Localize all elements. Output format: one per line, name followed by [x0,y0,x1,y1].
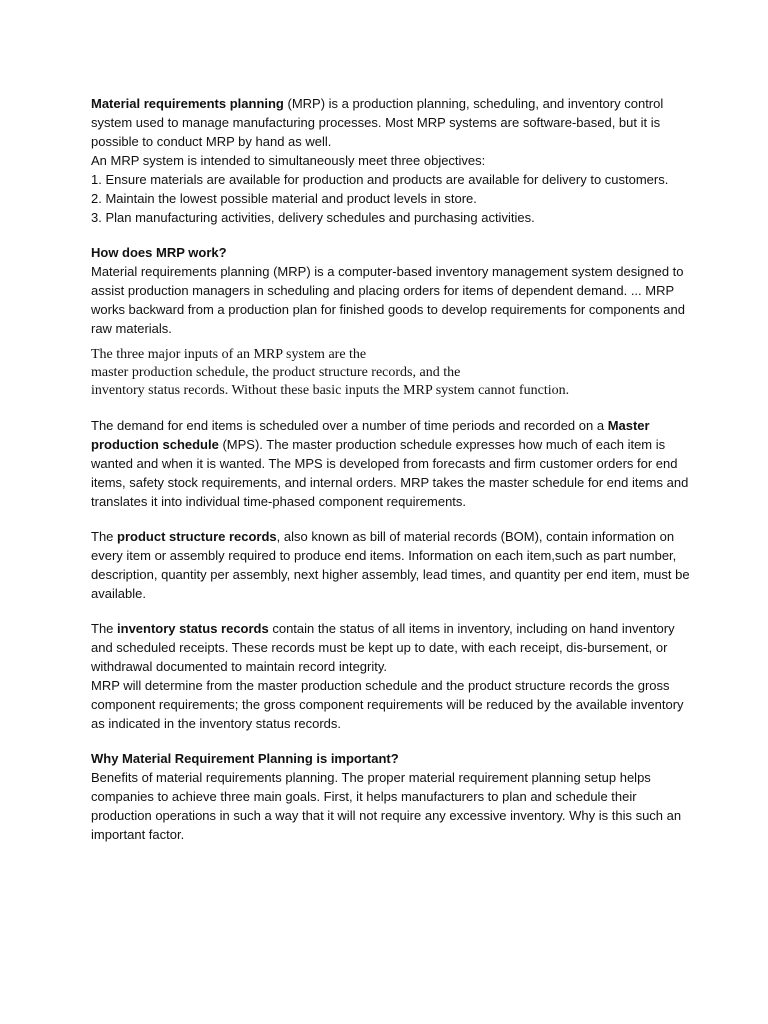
inventory-text-before: The [91,621,118,636]
objective-item: 3. Plan manufacturing activities, delivery schedules and purchasing activities. [91,210,535,225]
section-gap [91,603,691,619]
inputs-line: master production schedule, the product structure records, and the [91,365,461,380]
inputs-line: The three major inputs of an MRP system are the [91,347,367,362]
mps-paragraph [91,416,691,511]
intro-paragraph [91,94,691,151]
inputs-paragraph [91,346,691,400]
bom-paragraph [91,527,691,603]
section-gap [91,511,691,527]
mps-text-before: The demand for end items is scheduled over a number of time periods and recorded on a [91,418,608,433]
inventory-followup: MRP will determine from the master production schedule and the product structure records the gross component requirements; the gross component requirements will be reduced by the available inventory as indicated in the inventory status records. [91,678,684,731]
how-mrp-works-text: Material requirements planning (MRP) is a computer-based inventory management system designed to assist production managers in scheduling and placing orders for items of dependent demand. ... MRP works backward from a production plan for finished goods to develop requirements for components and raw materials. [91,264,685,336]
section-gap [91,733,691,749]
mps-text-after: (MPS). The master production schedule expresses how much of each item is wanted and when it is wanted. The MPS is developed from forecasts and firm customer orders for end items, safety stock requirements, and internal orders. MRP takes the master schedule for end items and translates it into individual time-phased component requirements. [91,437,689,509]
section-gap [91,227,691,243]
how-mrp-works-heading: How does MRP work? [91,245,227,260]
bom-text-before: The [91,529,118,544]
bom-term: product structure records [117,529,277,544]
section-gap [91,400,691,416]
mrp-term: Material requirements planning [91,96,284,111]
inputs-line: inventory status records. Without these basic inputs the MRP system cannot function. [91,383,570,398]
bom-text-after: , also known as bill of material records (BOM), contain information on every item or assembly required to produce end items. Information on each item,such as part number, description, quantity per assembly, next higher assembly, lead times, and quantity per end item, must be available. [91,529,690,601]
objective-item: 2. Maintain the lowest possible material and product levels in store. [91,191,477,206]
inventory-term: inventory status records [117,621,269,636]
document-body [91,94,691,844]
inventory-paragraph [91,619,691,676]
inventory-text-after: contain the status of all items in inventory, including on hand inventory and scheduled receipts. These records must be kept up to date, with each receipt, dis-bursement, or withdrawal documented to maintain record integrity. [91,621,675,674]
objectives-lead: An MRP system is intended to simultaneously meet three objectives: [91,153,486,168]
importance-heading: Why Material Requirement Planning is important? [91,751,399,766]
importance-text: Benefits of material requirements planning. The proper material requirement planning setup helps companies to achieve three main goals. First, it helps manufacturers to plan and schedule their production operations in such a way that it will not require any excessive inventory. Why is this such an important factor. [91,770,682,842]
mrp-definition: (MRP) is a production planning, scheduling, and inventory control system used to manage manufacturing processes. Most MRP systems are software-based, but it is possible to conduct MRP by hand as well. [91,96,664,149]
objective-item: 1. Ensure materials are available for production and products are available for delivery to customers. [91,172,669,187]
mps-term: Master production schedule [91,418,650,452]
